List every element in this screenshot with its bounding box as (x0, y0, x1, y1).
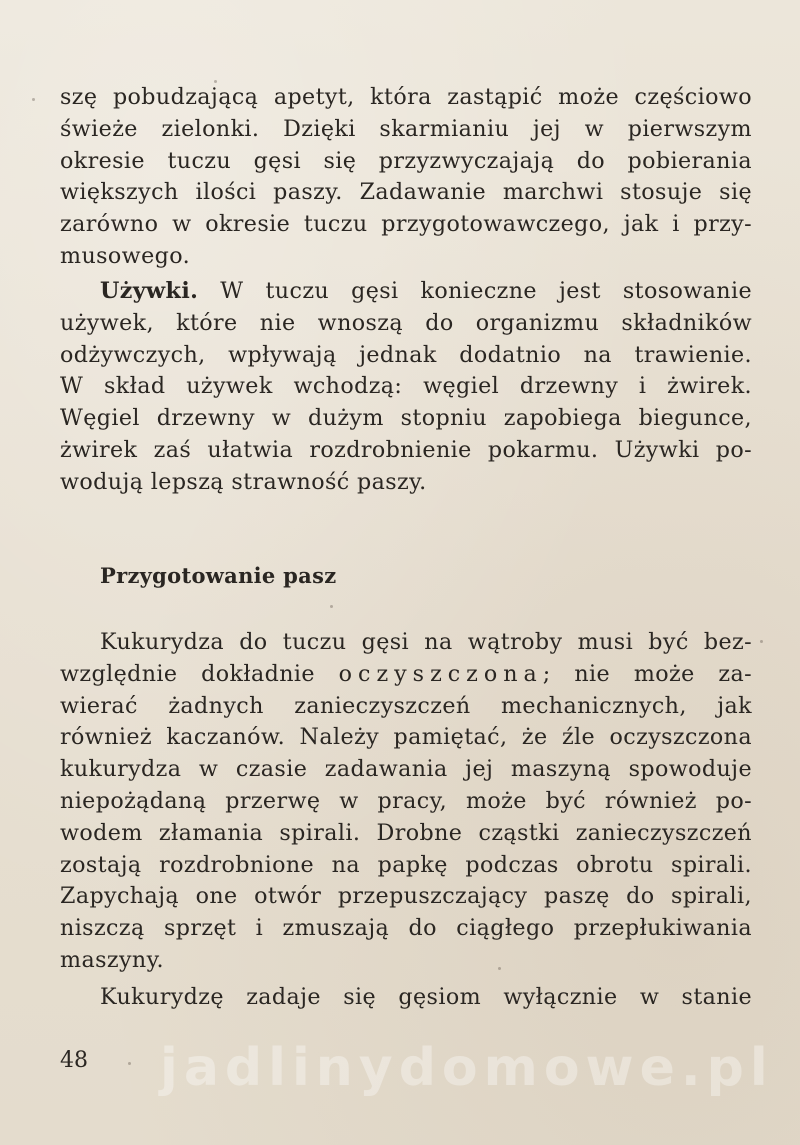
text-line: zarówno w okresie tuczu przygotowawczego, jak i przy- (60, 211, 752, 238)
text-line (60, 659, 752, 691)
text-line: musowego. (60, 242, 191, 269)
text-line: używek, które nie wnoszą do organizmu składników (60, 309, 752, 336)
section-heading: Przygotowanie pasz (100, 563, 337, 588)
text-line: świeże zielonki. Dzięki skarmianiu jej w pierwszym (60, 115, 752, 142)
text-line: większych ilości paszy. Zadawanie marchwi stosuje się (60, 179, 752, 206)
text-run: W tuczu gęsi konieczne jest stosowanie (220, 278, 752, 304)
text-line: W skład używek wchodzą: węgiel drzewny i żwirek. (60, 373, 752, 400)
paper-speck (32, 98, 35, 101)
paper-speck (760, 640, 763, 643)
text-line: również kaczanów. Należy pamiętać, że źle oczyszczona (60, 724, 752, 751)
text-line: Kukurydzę zadaje się gęsiom wyłącznie w stanie (100, 984, 752, 1010)
paragraph-kukurydza (60, 627, 752, 977)
paper-speck (214, 80, 217, 83)
text-line: wodują lepszą strawność paszy. (60, 468, 427, 495)
paragraph-continuation (60, 82, 752, 273)
emphasized-word: oczyszczona (338, 660, 543, 687)
paragraph-uzywki (60, 276, 752, 499)
paper-speck (498, 967, 501, 970)
text-line: Kukurydza do tuczu gęsi na wątroby musi być bez- (100, 629, 752, 655)
text-line: Węgiel drzewny w dużym stopniu zapobiega biegunce, (60, 405, 752, 432)
paper-speck (330, 605, 333, 608)
page-number: 48 (60, 1048, 88, 1073)
text-line: niszczą sprzęt i zmuszają do ciągłego przepłukiwania (60, 915, 752, 942)
text-line: żwirek zaś ułatwia rozdrobnienie pokarmu. Używki po- (60, 436, 752, 463)
text-line: wierać żadnych zanieczyszczeń mechanicznych, jak (60, 692, 752, 719)
text-line: niepożądaną przerwę w pracy, może być również po- (60, 787, 752, 814)
text-line: Zapychają one otwór przepuszczający paszę do spirali, (60, 883, 752, 910)
watermark: jadlinydomowe.pl (160, 1038, 774, 1098)
text-line: zostają rozdrobnione na papkę podczas obrotu spirali. (60, 851, 752, 878)
text-line (60, 276, 752, 308)
paper-speck (128, 1062, 131, 1065)
run-in-heading: Używki. (100, 278, 199, 304)
text-line: kukurydza w czasie zadawania jej maszyną spowoduje (60, 756, 752, 783)
text-line: szę pobudzającą apetyt, która zastąpić może częściowo (60, 84, 752, 110)
text-run: względnie dokładnie (60, 660, 315, 687)
text-line: maszyny. (60, 946, 165, 973)
paragraph-start (60, 982, 752, 1014)
text-line: wodem złamania spirali. Drobne cząstki zanieczyszczeń (60, 819, 752, 846)
text-line: okresie tuczu gęsi się przyzwyczajają do pobierania (60, 147, 752, 174)
text-run: ; nie może za- (542, 660, 752, 687)
text-line: odżywczych, wpływają jednak dodatnio na trawienie. (60, 341, 752, 368)
